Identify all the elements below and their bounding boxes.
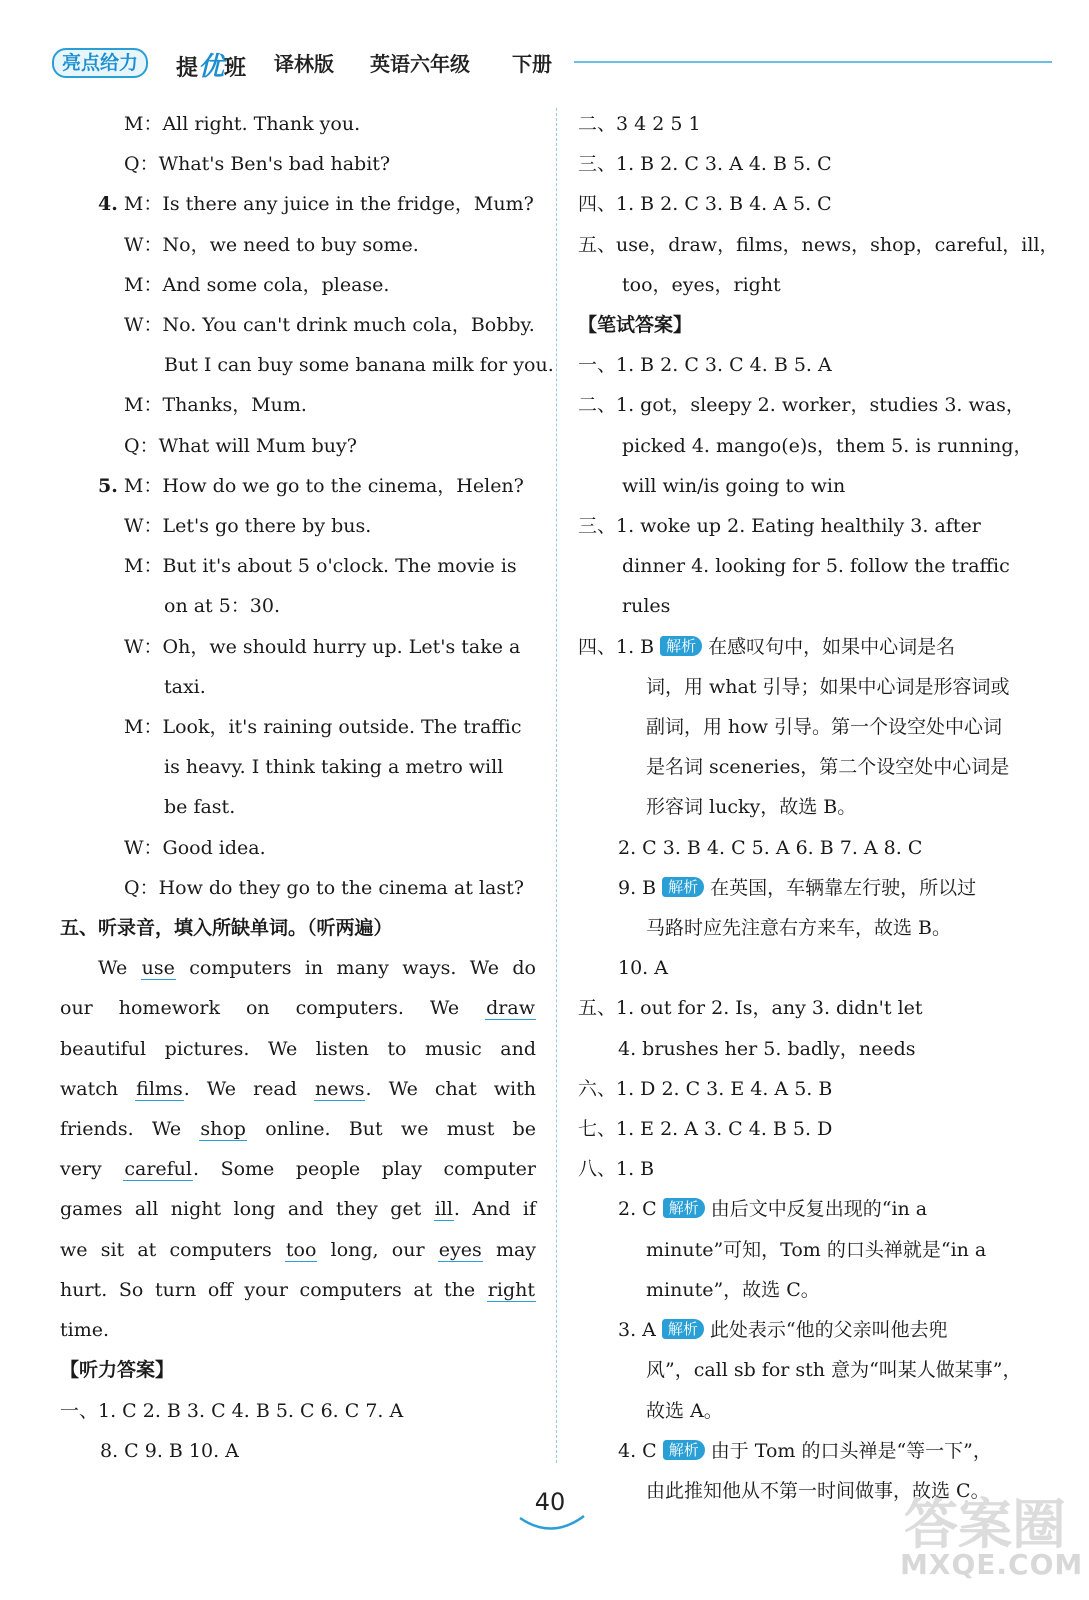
- watermark-logo: 答案圈: [904, 1493, 1066, 1556]
- explained-answer: [578, 868, 1056, 908]
- answer-line: 二、1. got，sleepy 2. worker，studies 3. was，: [578, 394, 1025, 417]
- explanation-text: 风”，call sb for sth 意为“叫某人做某事”，: [646, 1359, 1022, 1382]
- answer-text: 2. C: [618, 1198, 657, 1221]
- dialogue-line: M：How do we go to the cinema，Helen?: [123, 474, 524, 497]
- passage-text: we sit at computers: [60, 1238, 272, 1261]
- dialogue-line: M：Thanks，Mum.: [124, 394, 307, 417]
- answer-line: 8. C 9. B 10. A: [100, 1439, 239, 1462]
- item-number: 5.: [98, 474, 118, 497]
- answer-line: will win/is going to win: [622, 474, 846, 497]
- passage-text: computers in many ways. We do: [189, 957, 536, 980]
- answer-line: too，eyes，right: [622, 273, 781, 296]
- answer-line: 一、1. B 2. C 3. C 4. B 5. A: [578, 354, 832, 377]
- watermark-url: MXQE.COM: [900, 1548, 1084, 1581]
- passage-text: very: [60, 1158, 102, 1181]
- explanation-text: 马路时应先注意右方来车，故选 B。: [646, 917, 952, 940]
- passage-line: [60, 1109, 536, 1149]
- dialogue-line: W：Let's go there by bus.: [124, 515, 372, 538]
- passage-text: our homework on computers. We: [60, 997, 460, 1020]
- answer-line: 三、1. woke up 2. Eating healthily 3. after: [578, 515, 981, 538]
- answer-word: news: [314, 1077, 365, 1100]
- dialogue-line: on at 5：30.: [164, 595, 281, 618]
- passage-line: [60, 1230, 536, 1270]
- question-line: Q：What's Ben's bad habit?: [124, 153, 391, 176]
- passage-text: may: [495, 1238, 537, 1261]
- volume-label: 下册: [512, 52, 552, 76]
- dialogue-line: M：Look，it's raining outside. The traffic: [124, 716, 522, 739]
- passage-text: We: [98, 957, 128, 980]
- passage-text: watch: [60, 1077, 119, 1100]
- passage-line: [60, 1149, 536, 1189]
- passage-line: [60, 948, 536, 988]
- answer-text: 四、1. B: [578, 635, 655, 658]
- answer-line: rules: [622, 595, 671, 618]
- right-column: [578, 104, 1059, 1511]
- brand-title: [176, 46, 246, 83]
- answer-line: 五、1. out for 2. Is，any 3. didn't let: [578, 997, 923, 1020]
- answer-word: careful: [124, 1158, 192, 1181]
- dialogue-line: M：Is there any juice in the fridge，Mum?: [123, 193, 534, 216]
- question-line: Q：How do they go to the cinema at last?: [124, 876, 524, 899]
- answer-word: too: [285, 1238, 317, 1261]
- explanation-text: 词，用 what 引导；如果中心词是形容词或: [646, 675, 1010, 698]
- answer-line: 八、1. B: [578, 1158, 655, 1181]
- passage-text: games all night long and they get: [60, 1198, 422, 1221]
- subject-label: 英语六年级: [370, 52, 470, 76]
- passage-line: [60, 988, 536, 1028]
- dialogue-line: But I can buy some banana milk for you.: [164, 354, 554, 377]
- passage-text: . And if: [453, 1198, 536, 1221]
- answer-text: 3. A: [618, 1319, 656, 1342]
- passage-line: [60, 1069, 536, 1109]
- page-header: [52, 42, 1052, 82]
- answer-word: films: [136, 1077, 183, 1100]
- answer-text: 9. B: [618, 876, 657, 899]
- answer-line: 一、1. C 2. B 3. C 4. B 5. C 6. C 7. A: [60, 1399, 404, 1422]
- passage-line: time.: [60, 1319, 110, 1342]
- answer-word: ill: [434, 1198, 453, 1221]
- passage-line: beautiful pictures. We listen to music and: [60, 1037, 536, 1060]
- answer-line: 10. A: [618, 957, 668, 980]
- explanation-tag: 解析: [663, 1198, 705, 1218]
- answer-line: 五、use，draw，films，news，shop，careful，ill，: [578, 233, 1059, 256]
- explanation-text: 由此推知他从不第一时间做事，故选 C。: [646, 1479, 990, 1502]
- dialogue-item-5: [60, 466, 536, 506]
- answer-word: draw: [486, 997, 535, 1020]
- dialogue-line: W：Oh，we should hurry up. Let's take a: [124, 635, 521, 658]
- explanation-text: 副词，用 how 引导。第一个设空处中心词: [646, 716, 1003, 739]
- answer-line: 2. C 3. B 4. C 5. A 6. B 7. A 8. C: [618, 836, 923, 859]
- answer-line: picked 4. mango(e)s，them 5. is running，: [622, 434, 1033, 457]
- passage-line: [60, 1270, 536, 1310]
- answer-line: 六、1. D 2. C 3. E 4. A 5. B: [578, 1077, 833, 1100]
- answer-line: dinner 4. looking for 5. follow the traffic: [622, 555, 1010, 578]
- answer-line: 四、1. B 2. C 3. B 4. A 5. C: [578, 193, 832, 216]
- answer-text: 4. C: [618, 1439, 657, 1462]
- explanation-tag: 解析: [662, 877, 704, 897]
- answer-word: shop: [200, 1118, 246, 1141]
- answer-word: use: [141, 957, 175, 980]
- left-column: [60, 104, 554, 1471]
- dialogue-line: W：Good idea.: [124, 836, 266, 859]
- passage-line: [60, 1189, 536, 1229]
- column-divider: [556, 108, 557, 1463]
- passage-text: friends. We: [60, 1118, 182, 1141]
- dialogue-item-4: [60, 184, 536, 224]
- explanation-text: 在英国，车辆靠左行驶，所以过: [710, 876, 977, 899]
- explanation-tag: 解析: [662, 1319, 704, 1339]
- explanation-text: 是名词 sceneries，第二个设空处中心词是: [646, 756, 1010, 779]
- brand-you: 优: [198, 52, 225, 82]
- explanation-text: 此处表示“他的父亲叫他去兜: [709, 1319, 948, 1342]
- passage-text: online. But we must be: [265, 1118, 536, 1141]
- item-number: 4.: [98, 193, 118, 216]
- explanation-text: 在感叹句中，如果中心词是名: [708, 635, 956, 658]
- passage-text: long, our: [330, 1238, 425, 1261]
- brand-post: 班: [224, 56, 247, 81]
- series-logo: 亮点给力: [52, 48, 148, 78]
- explanation-text: minute”可知，Tom 的口头禅就是“in a: [646, 1238, 987, 1261]
- dialogue-line: W：No，we need to buy some.: [124, 233, 419, 256]
- explanation-text: minute”，故选 C。: [646, 1278, 820, 1301]
- dialogue-line: M：But it's about 5 o'clock. The movie is: [124, 555, 517, 578]
- explanation-text: 由于 Tom 的口头禅是“等一下”，: [710, 1439, 992, 1462]
- dialogue-line: M：And some cola，please.: [124, 273, 390, 296]
- question-line: Q：What will Mum buy?: [124, 434, 357, 457]
- explained-answer: [578, 627, 1056, 667]
- explained-answer: [578, 1310, 1056, 1350]
- explained-answer: [578, 1431, 1056, 1471]
- written-answers-title: 【笔试答案】: [578, 314, 693, 337]
- explained-answer: [578, 1189, 1056, 1229]
- passage-text: . We read: [183, 1077, 297, 1100]
- answer-word: eyes: [438, 1238, 482, 1261]
- answer-line: 4. brushes her 5. badly，needs: [618, 1037, 916, 1060]
- explanation-text: 故选 A。: [646, 1399, 723, 1422]
- brand-pre: 提: [176, 56, 199, 81]
- passage-text: . Some people play computer: [193, 1158, 536, 1181]
- dialogue-line: is heavy. I think taking a metro will: [164, 756, 504, 779]
- explanation-tag: 解析: [663, 1440, 705, 1460]
- edition-label: 译林版: [274, 52, 334, 76]
- dialogue-line: taxi.: [164, 675, 206, 698]
- explanation-text: 由后文中反复出现的“in a: [710, 1198, 928, 1221]
- page-number: 40: [534, 1488, 566, 1516]
- answer-line: 七、1. E 2. A 3. C 4. B 5. D: [578, 1118, 833, 1141]
- dialogue-line: M：All right. Thank you.: [124, 113, 361, 135]
- listening-answers-title: 【听力答案】: [60, 1359, 175, 1382]
- passage-text: . We chat with: [365, 1077, 536, 1100]
- explanation-tag: 解析: [660, 636, 702, 656]
- answer-word: right: [487, 1278, 535, 1301]
- section-five-title: 五、听录音，填入所缺单词。（听两遍）: [60, 917, 393, 940]
- answer-line: 二、3 4 2 5 1: [578, 113, 701, 135]
- dialogue-line: be fast.: [164, 796, 236, 819]
- answer-line: 三、1. B 2. C 3. A 4. B 5. C: [578, 153, 832, 176]
- header-rule: [574, 61, 1052, 63]
- passage-text: hurt. So turn off your computers at the: [60, 1278, 476, 1301]
- dialogue-line: W：No. You can't drink much cola，Bobby.: [124, 314, 535, 337]
- explanation-text: 形容词 lucky，故选 B。: [646, 796, 857, 819]
- page-number-swoosh: [516, 1512, 588, 1536]
